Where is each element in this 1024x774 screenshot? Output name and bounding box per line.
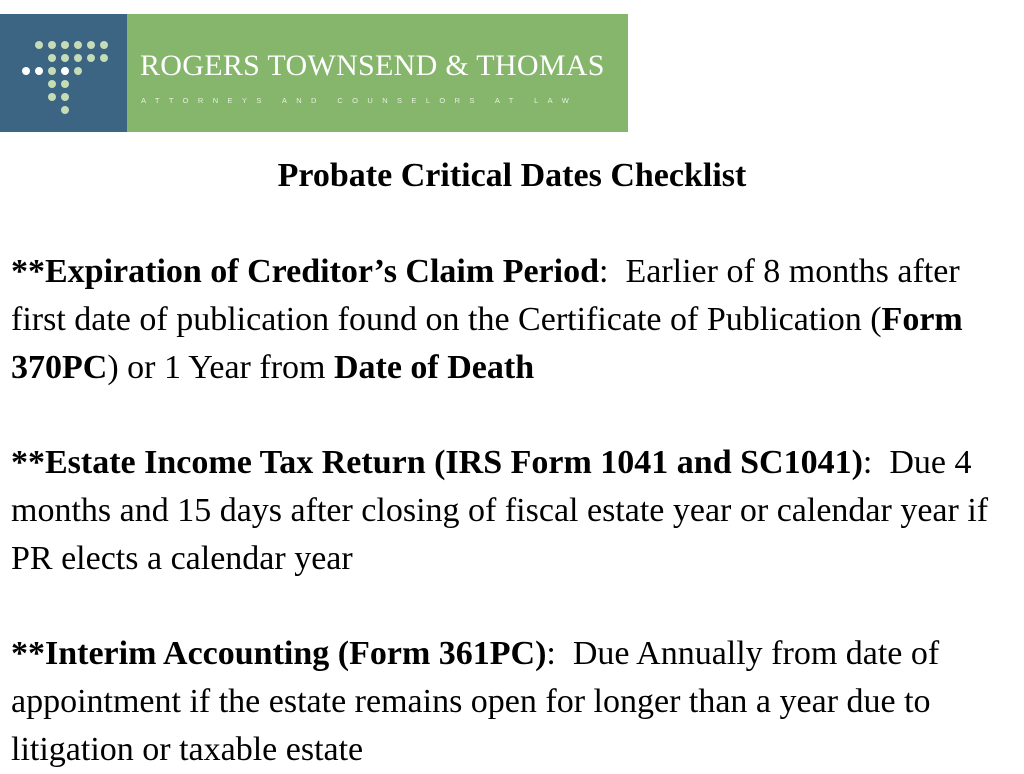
checklist-item-interim-accounting	[11, 630, 1011, 774]
item-text: ) or 1 Year from	[107, 349, 334, 386]
item-text: Earlier of 8 months after first date of publication found on the Certificate of Publication (	[11, 253, 960, 338]
logo-mark	[0, 14, 127, 132]
dot-grid-icon	[0, 14, 127, 132]
item-separator: :	[599, 253, 626, 290]
item-heading	[11, 444, 863, 481]
firm-logo	[0, 14, 628, 132]
form-reference: Form 370PC	[11, 301, 963, 386]
item-title: Expiration of Creditor’s Claim Period	[45, 253, 599, 290]
item-separator: :	[862, 444, 890, 481]
item-heading	[11, 635, 546, 672]
item-prefix: **	[11, 444, 45, 481]
logo-band	[127, 14, 628, 132]
date-reference: Date of Death	[333, 349, 535, 386]
page-title: Probate Critical Dates Checklist	[277, 157, 747, 194]
firm-tagline: ATTORNEYS AND COUNSELORS AT LAW	[141, 96, 579, 105]
item-text: Due Annually from date of appointment if the estate remains open for longer than a year due to litigation or taxable estate	[11, 635, 940, 768]
item-prefix: **	[11, 635, 45, 672]
item-separator: :	[546, 635, 573, 672]
item-text: Due 4 months and 15 days after closing of fiscal estate year or calendar year if PR elects a calendar year	[11, 444, 989, 577]
checklist-item-income-tax	[11, 439, 1011, 583]
item-prefix: **	[11, 253, 45, 290]
item-heading	[11, 253, 599, 290]
item-title: Interim Accounting (Form 361PC)	[45, 635, 547, 672]
firm-name: ROGERS TOWNSEND & THOMAS	[140, 49, 605, 82]
checklist-item-creditor-claim	[11, 248, 1011, 392]
item-title: Estate Income Tax Return (IRS Form 1041 and SC1041)	[45, 444, 863, 481]
